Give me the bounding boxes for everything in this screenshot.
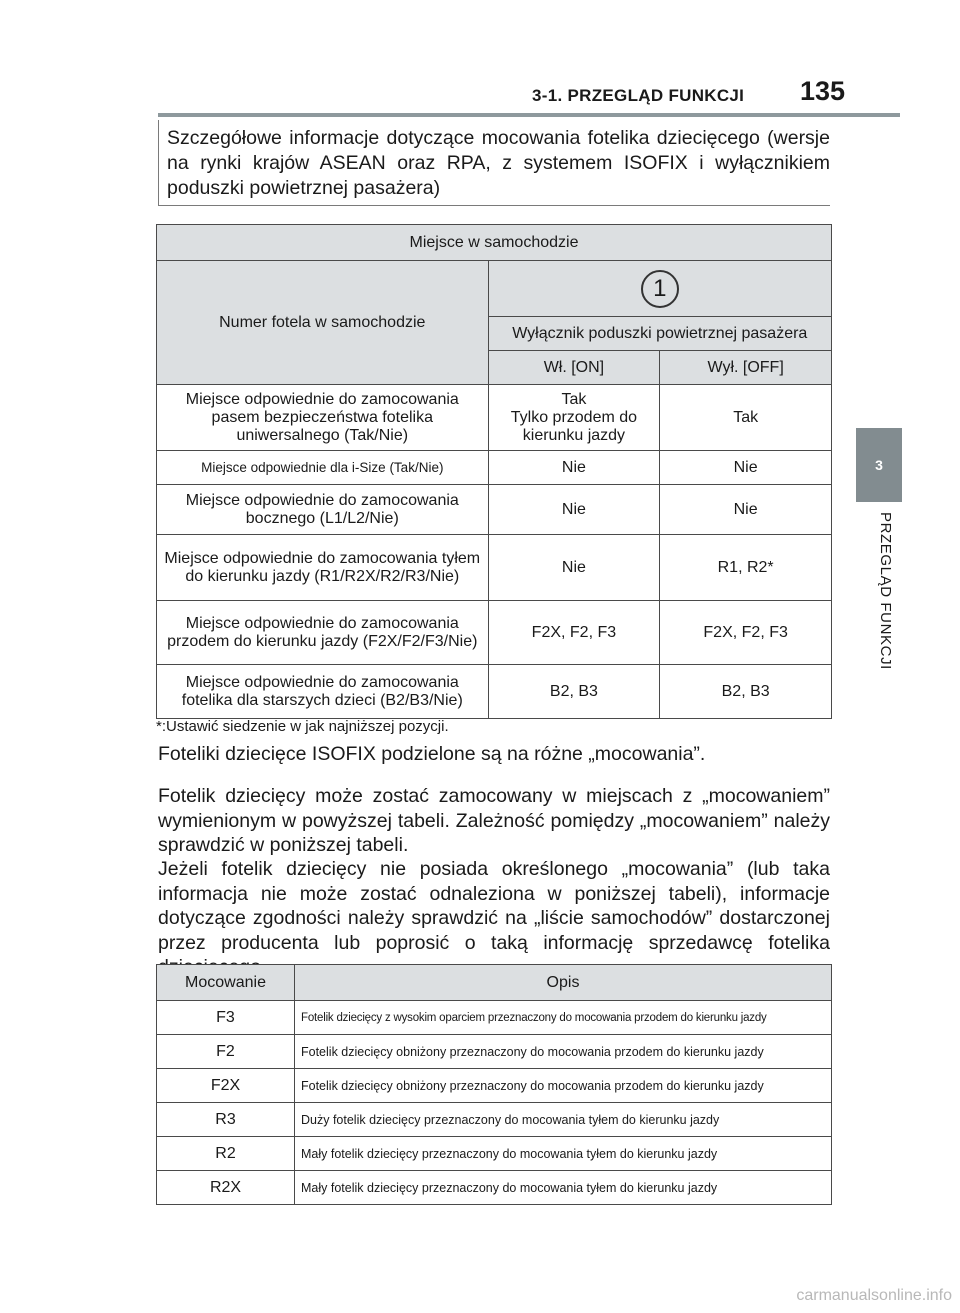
row-label: Miejsce odpowiednie do zamocowania pasem bezpieczeństwa fotelika uniwersalnego (Tak/Nie) — [157, 385, 489, 451]
page-number: 135 — [800, 76, 846, 106]
mount-description: Mały fotelik dziecięcy przeznaczony do mocowania tyłem do kierunku jazdy — [295, 1171, 832, 1205]
table-row — [157, 385, 832, 451]
table-row — [157, 1001, 832, 1035]
paragraph-compatibility: Jeżeli fotelik dziecięcy nie posiada określonego „mocowania” (lub taka informacja nie może zostać odnaleziona w poniższej tabeli), informacje dotyczące zgodności należy sprawdzić na „liście samochodów” dostarczonej przez producenta lub poprosić o taką informację sprzedawcę fotelika — [158, 858, 830, 954]
row-on-value: Nie — [488, 485, 660, 535]
table-header-off: Wył. [OFF] — [660, 351, 832, 385]
watermark: carmanualsonline.info — [796, 1287, 952, 1304]
row-off-value: F2X, F2, F3 — [660, 601, 832, 665]
row-on-value: B2, B3 — [488, 665, 660, 719]
paragraph-mounting: Fotelik dziecięcy może zostać zamocowany w miejscach z „mocowaniem” wymienionym w powyższej tabeli. Zależność pomiędzy „mocowaniem” należy sprawdzić w poniższej tabeli. — [158, 785, 830, 856]
footnote: *:Ustawić siedzenie w jak najniższej pozycji. — [156, 718, 449, 735]
mount-code: R2 — [157, 1137, 295, 1171]
seat-number-circle: 1 — [641, 270, 679, 308]
table-row — [157, 1171, 832, 1205]
seat-suitability-table — [156, 224, 832, 719]
table-header-description: Opis — [295, 965, 832, 1001]
row-off-value: Nie — [660, 451, 832, 485]
row-label: Miejsce odpowiednie do zamocowania tyłem do kierunku jazdy (R1/R2X/R2/R3/Nie) — [157, 535, 489, 601]
table-header-seat-number: Numer fotela w samochodzie — [157, 261, 489, 385]
mount-description: Fotelik dziecięcy z wysokim oparciem przeznaczony do mocowania przodem do kierunku jazdy — [295, 1001, 832, 1035]
mount-code: F2X — [157, 1069, 295, 1103]
row-off-value: Nie — [660, 485, 832, 535]
mount-description: Duży fotelik dziecięcy przeznaczony do mocowania tyłem do kierunku jazdy — [295, 1103, 832, 1137]
seat-number-cell — [488, 261, 831, 317]
row-on-value: Nie — [488, 451, 660, 485]
chapter-number: 3 — [875, 457, 883, 473]
table-header-location: Miejsce w samochodzie — [157, 225, 832, 261]
table-row — [157, 451, 832, 485]
mount-code: R3 — [157, 1103, 295, 1137]
section-title: 3-1. PRZEGLĄD FUNKCJI — [532, 86, 745, 105]
mount-description: Mały fotelik dziecięcy przeznaczony do mocowania tyłem do kierunku jazdy — [295, 1137, 832, 1171]
chapter-label: PRZEGLĄD FUNKCJI — [877, 512, 894, 670]
header-divider — [158, 113, 900, 117]
chapter-tab[interactable] — [856, 428, 902, 502]
isofix-heading: Foteliki dziecięce ISOFIX podzielone są na różne „mocowania”. — [158, 743, 706, 765]
fixture-table — [156, 964, 832, 1205]
row-on-value: Nie — [488, 535, 660, 601]
mount-code: F3 — [157, 1001, 295, 1035]
row-label: Miejsce odpowiednie do zamocowania bocznego (L1/L2/Nie) — [157, 485, 489, 535]
mount-code: R2X — [157, 1171, 295, 1205]
table-row — [157, 1137, 832, 1171]
table-row — [157, 601, 832, 665]
row-label: Miejsce odpowiednie dla i-Size (Tak/Nie) — [157, 451, 489, 485]
table-row — [157, 665, 832, 719]
mount-code: F2 — [157, 1035, 295, 1069]
mount-description: Fotelik dziecięcy obniżony przeznaczony do mocowania przodem do kierunku jazdy — [295, 1069, 832, 1103]
table-header-airbag-switch: Wyłącznik poduszki powietrznej pasażera — [488, 317, 831, 351]
table-row — [157, 485, 832, 535]
row-off-value: Tak — [660, 385, 832, 451]
table-header-mount: Mocowanie — [157, 965, 295, 1001]
row-label: Miejsce odpowiednie do zamocowania fotelika dla starszych dzieci (B2/B3/Nie) — [157, 665, 489, 719]
table-header-on: Wł. [ON] — [488, 351, 660, 385]
row-on-value: Tak Tylko przodem do kierunku jazdy — [488, 385, 660, 451]
row-off-value: R1, R2* — [660, 535, 832, 601]
table-row — [157, 1103, 832, 1137]
mount-description: Fotelik dziecięcy obniżony przeznaczony do mocowania przodem do kierunku jazdy — [295, 1035, 832, 1069]
row-on-value: F2X, F2, F3 — [488, 601, 660, 665]
table-row — [157, 1069, 832, 1103]
row-off-value: B2, B3 — [660, 665, 832, 719]
intro-box: Szczegółowe informacje dotyczące mocowania fotelika dziecięcego (wersje na rynki krajów ASEAN oraz RPA, z systemem ISOFIX i wyłącznikiem poduszki powietrznej pasażera) — [158, 120, 830, 206]
table-row — [157, 535, 832, 601]
row-label: Miejsce odpowiednie do zamocowania przodem do kierunku jazdy (F2X/F2/F3/Nie) — [157, 601, 489, 665]
table-row — [157, 1035, 832, 1069]
